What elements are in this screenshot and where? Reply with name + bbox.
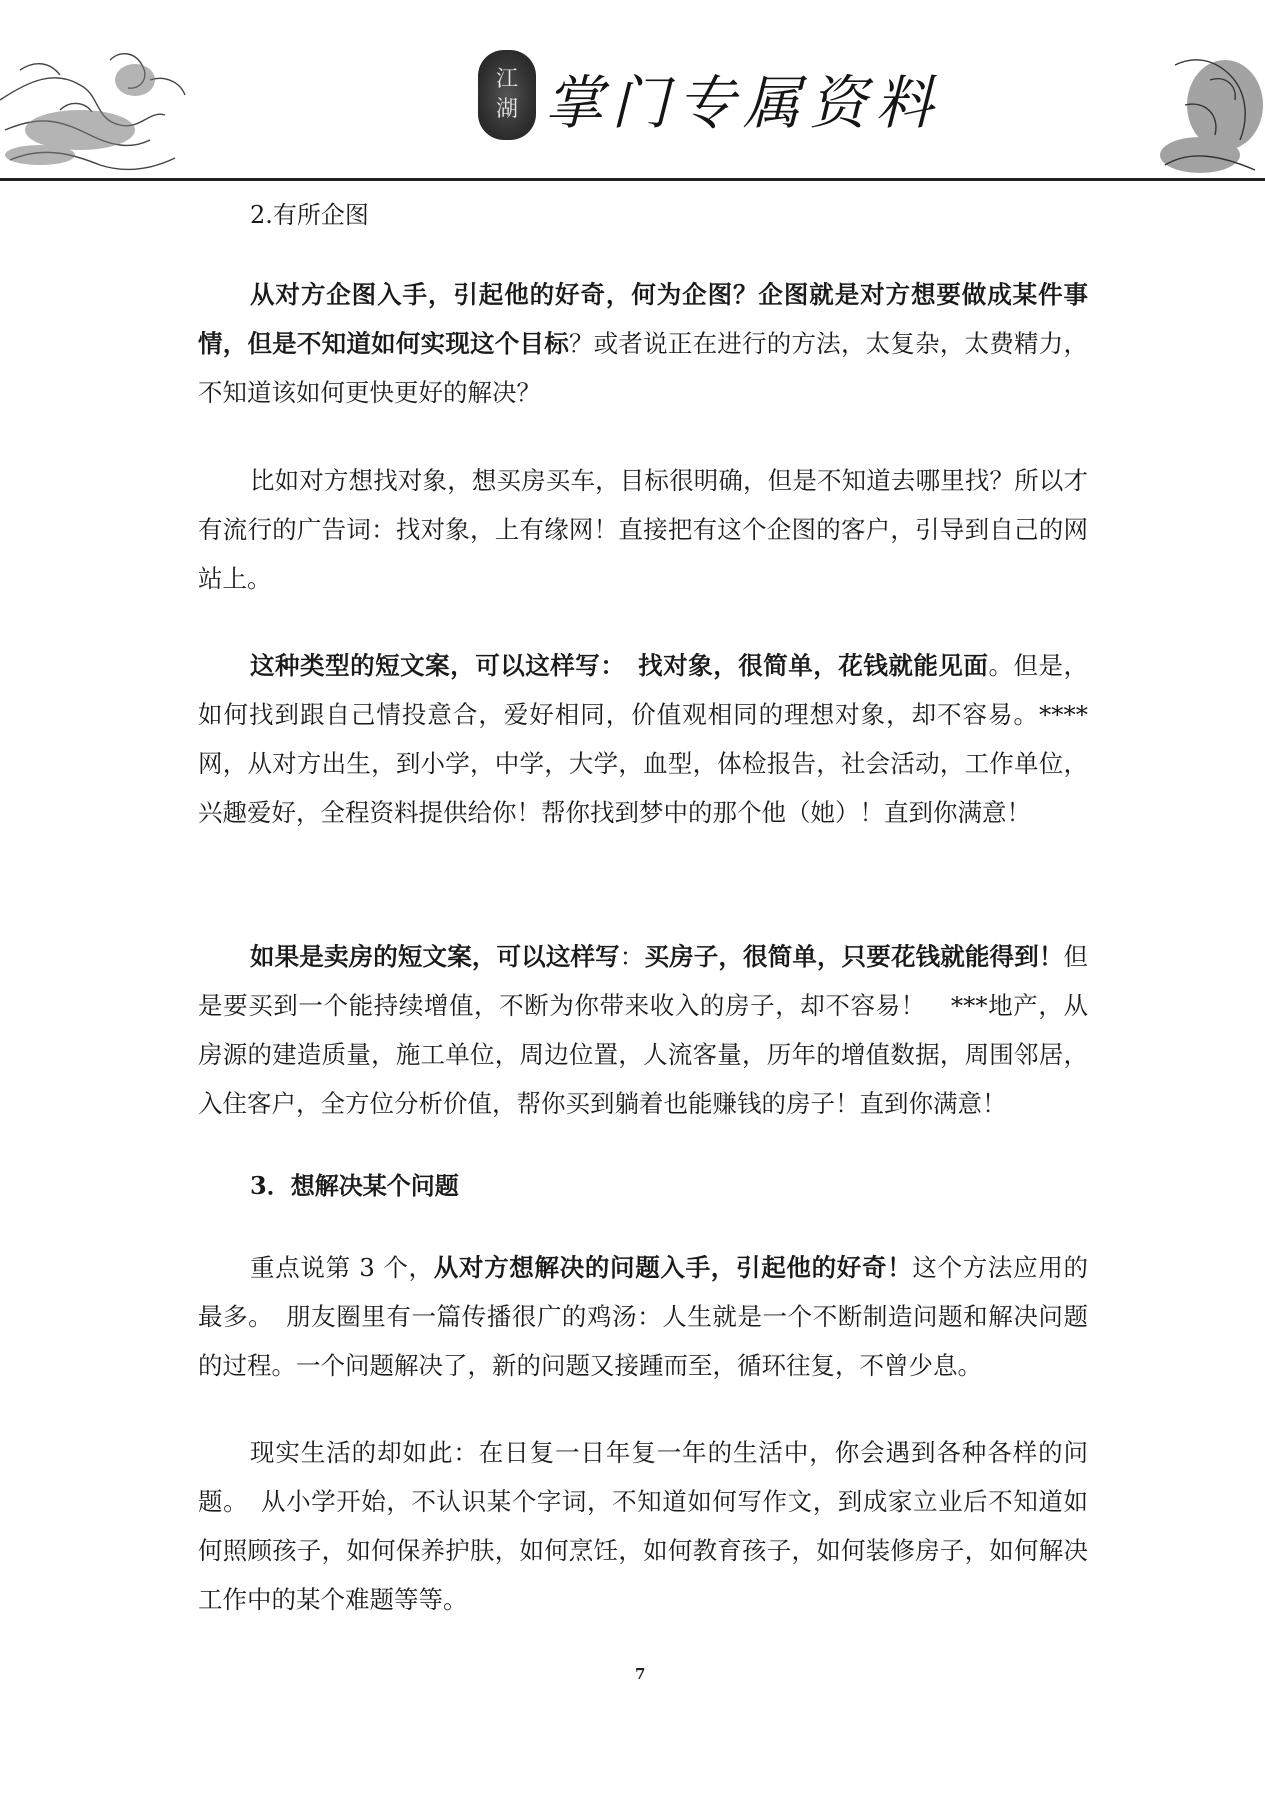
paragraph-4 (198, 932, 1088, 1128)
seal-stamp (478, 50, 536, 140)
seal-char-1: 江 (495, 67, 518, 92)
paragraph-5 (198, 1243, 1088, 1390)
header-title: 掌门专属资料 (545, 69, 942, 137)
paragraph-5-bold: 从对方想解决的问题入手，引起他的好奇！ (433, 1253, 913, 1282)
paragraph-6: 现实生活的却如此：在日复一日年复一年的生活中，你会遇到各种各样的问题。 从小学开始，不认识某个字词，不知道如何写作文，到成家立业后不知道如何照顾孩子，如何保养护肤，如何烹饪，如何教育孩子，如何装修房子，如何解决工作中的某个难题等等。 (198, 1438, 1088, 1614)
header-rule (0, 178, 1265, 181)
paragraph-2: 比如对方想找对象，想买房买车，目标很明确，但是不知道去哪里找？所以才有流行的广告词：找对象，上有缘网！直接把有这个企图的客户，引导到自己的网站上。 (198, 466, 1088, 593)
paragraph-5-text: 这个方法应用的最多。 朋友圈里有一篇传播很广的鸡汤：人生就是一个不断制造问题和解决问题的过程。一个问题解决了，新的问题又接踵而至，循环往复，不曾少息。 (198, 1253, 1089, 1380)
paragraph-4-bold-lead: 如果是卖房的短文案，可以这样写 (250, 942, 620, 971)
paragraph-1-text: ？或者说正在进行的方法，太复杂，太费精力，不知道该如何更快更好的解决？ (198, 329, 1089, 407)
section-heading-3: 3．想解决某个问题 (250, 1171, 459, 1200)
paragraph-3-text: 。但是，如何找到跟自己情投意合，爱好相同，价值观相同的理想对象，却不容易。****网，从对方出生，到小学，中学，大学，血型，体检报告，社会活动，工作单位，兴趣爱好，全程资料提供给你！帮你找到梦中的那个他（她）！直到你满意！ (198, 651, 1089, 827)
paragraph-4-text: 但是要买到一个能持续增值，不断为你带来收入的房子，却不容易！ ***地产，从房源的建造质量，施工单位，周边位置，人流客量，历年的增值数据，周围邻居，入住客户，全方位分析价值，帮你买到躺着也能赚钱的房子！直到你满意！ (198, 942, 1089, 1118)
paragraph-4-bold-slogan: 买房子，很简单，只要花钱就能得到！ (644, 942, 1064, 971)
page-header (0, 0, 1265, 185)
paragraph-3-bold-slogan: 找对象，很简单，花钱就能见面 (638, 651, 989, 680)
seal-char-2: 湖 (495, 97, 518, 122)
dragon-left-illustration (0, 40, 200, 180)
section-heading-2: 2.有所企图 (250, 201, 369, 229)
paragraph-4-colon: ： (619, 942, 645, 971)
dragon-right-illustration (1155, 45, 1265, 180)
page-number: 7 (635, 1665, 646, 1683)
paragraph-5-lead: 重点说第 3 个， (250, 1253, 434, 1282)
paragraph-3 (198, 641, 1088, 837)
paragraph-1-bold: 从对方企图入手，引起他的好奇，何为企图？企图就是对方想要做成某件事情，但是不知道如何实现这个目标 (198, 280, 1088, 358)
paragraph-3-bold-lead: 这种类型的短文案，可以这样写： (250, 651, 614, 680)
paragraph-1 (198, 270, 1088, 417)
